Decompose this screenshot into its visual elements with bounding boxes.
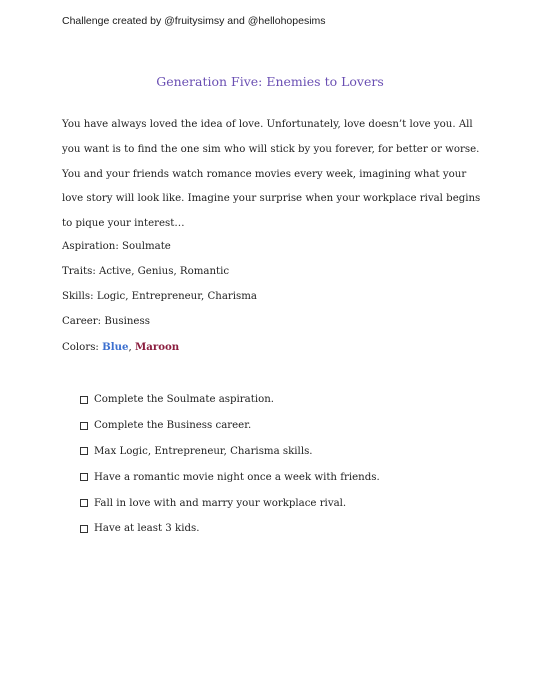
stats-block — [62, 237, 257, 362]
checklist-item-label: Have a romantic movie night once a week with friends. — [94, 471, 380, 483]
goal-checklist — [80, 387, 380, 542]
color-maroon-text: Maroon — [134, 341, 180, 353]
checkbox-icon[interactable] — [80, 499, 88, 507]
checklist-item-label: Complete the Business career. — [94, 420, 252, 432]
colors-label: Colors: — [62, 342, 103, 353]
checklist-item-label: Fall in love with and marry your workplace rival. — [94, 497, 347, 509]
checkbox-icon[interactable] — [80, 396, 88, 404]
checkbox-icon[interactable] — [80, 447, 88, 455]
checkbox-icon[interactable] — [80, 422, 88, 430]
skills-line: Skills: Logic, Entrepreneur, Charisma — [62, 291, 257, 302]
page-title: Generation Five: Enemies to Lovers — [156, 74, 384, 89]
checklist-item-label: Max Logic, Entrepreneur, Charisma skills. — [94, 445, 313, 457]
checklist-item-label: Complete the Soulmate aspiration. — [94, 394, 275, 406]
checkbox-icon[interactable] — [80, 473, 88, 481]
checklist-item[interactable] — [80, 464, 380, 490]
aspiration-line: Aspiration: Soulmate — [62, 241, 171, 252]
colors-separator: , — [128, 342, 135, 353]
checklist-item[interactable] — [80, 516, 380, 542]
credit-header: Challenge created by @fruitysimsy and @hellohopesims — [62, 15, 326, 27]
checklist-item[interactable] — [80, 387, 380, 413]
checklist-item[interactable] — [80, 413, 380, 439]
color-blue-text: Blue — [102, 341, 129, 353]
career-line: Career: Business — [62, 316, 150, 327]
checklist-item-label: Have at least 3 kids. — [94, 523, 200, 535]
intro-paragraph: You have always loved the idea of love. Unfortunately, love doesn’t love you. All you want is to find the one sim who will stick by you forever, for better or worse. You and your friends watch romance movies every week, imagining what your love story will look like. Imagine your surprise when your workplace rival begins to pique your interest… — [62, 119, 481, 230]
colors-line — [62, 337, 257, 362]
checklist-item[interactable] — [80, 439, 380, 465]
traits-line: Traits: Active, Genius, Romantic — [62, 266, 230, 277]
checklist-item[interactable] — [80, 490, 380, 516]
checkbox-icon[interactable] — [80, 525, 88, 533]
